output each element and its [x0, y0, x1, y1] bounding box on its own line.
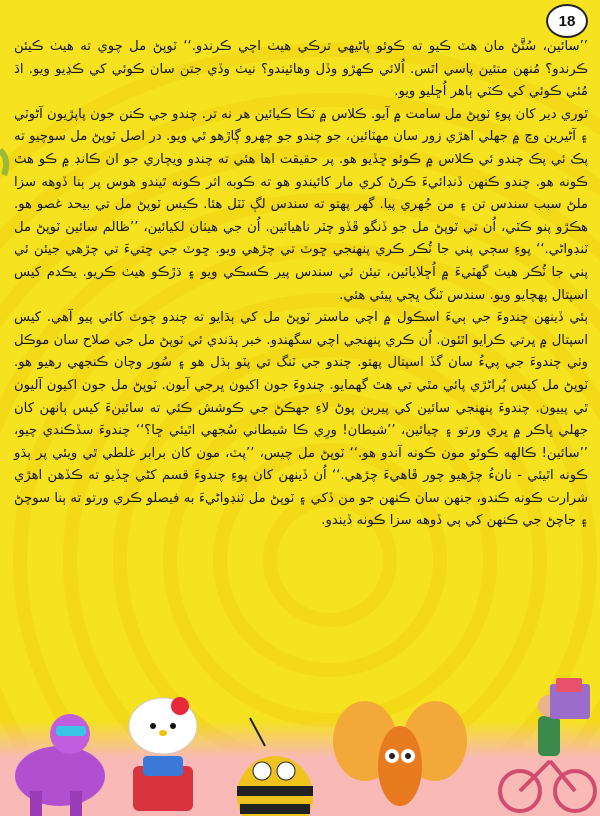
- cyclist-toy-illustration: [490, 676, 600, 816]
- white-cat-toy-illustration: [118, 686, 208, 816]
- butterfly-toy-illustration: [330, 686, 470, 816]
- bee-toy-illustration: [220, 716, 330, 816]
- purple-cow-toy-illustration: [0, 696, 120, 816]
- story-text: [14, 36, 588, 533]
- paragraph-3: ٻئي ڏينهن چندوءَ جي ٻيءَ اسڪول ۾ اچي ماستر ٽوپڻ مل کي ٻڌايو ته چندو چوٽ کائي پيو آهي. کيس اسپتال ۾ ڀرتي ڪرايو اٿئون. اُن ڪري پنهنجي اچي سگهندو. خبر ٻڌندي ئي ٽوپڻ مل جي صلاح سان موڪل وٺي چندوءَ جي پيءُ سان گڏ اسپتال پهتو. چندو جي ٽنگ تي پٽو ٻڌل هو ۽ سُور وچان ڪنجهي رهيو هو. ٽوپڻ مل کيس ٻُراڻڙي پائي مٿي تي هٿ گهمايو. چندوءَ جون اکيون ڀرجي آيون. ٽوپڻ مل جون اکيون آليون ٿي پييون. چندوءَ پنهنجي سائين کي پيرين پوڻ لاءِ جهڪڻ جي ڪوشش ڪئي ته سائينءَ کيس ٻانهن کان جهلي ڀاڪر ۾ ڀري ورتو ۽ چيائين، ’’شيطان! ورِي ڪا شيطاني سُجهي اٿيئي ڇا؟‘‘ چندوءَ سڏڪندي چيو، ’’سائين! ڪالهه ڪوئو مون ڪونه آندو هو.‘‘ ٽوپڻ مل چيس، ’’پٽ، مون کان برابر غلطي ٿي ويئي پر ٻڌو ڪونه اٿيئي - نانءُ چڙهيو چور ڦاهيءَ چڙهي.‘‘ اُن ڏينهن کان پوءِ چندوءَ قسم کڻي ڇڏيو ته ڪڏهن اهڙي شرارت ڪونه ڪندو، جنهن سان ڪنهن جو من ڏکي ۽ ٽوپڻ مل ٽنڊواڻيءَ به فيصلو ڪري ورتو ته ٻنا سوچڻ ۽ جاچڻ جي ڪنهن کي ٻي ڏوهه سزا ڪونه ڏيندو.: [14, 310, 588, 529]
- page-number: 18: [546, 4, 588, 38]
- paragraph-2: ٿوري دير کان پوءِ ٽوپڻ مل سامت ۾ آيو. ڪلاس ۾ ٽڪا ڪيائين هر نه تر. چندو جي ڪنن جون پاپڙيون آڻوٽي ۽ آڻيرين وچ ۾ جهلي اهڙي زور سان مهٽائين، جو چندو جو چهرو ڳاڙهو ٿي ويو. در اصل ٽوپڻ مل سوچيو ته پڪ ئي پڪ چندو ئي ڪلاس ۾ ڪوئو ڇڏيو هو. پر حقيقت اها هئي ته چندو ويچاري جو ان ڪانڊ ۾ ڪو هٿ ڪونه هو. چندو ڪنهن ڏنڊائيءَ ڪرڻ کري مار کائيندو هو ته ڪوبه اثر ڪونه ٿيندو هوس پر ٻنا ڏوهه سزا ملڻ سبب سندس تن ۽ من جُهري پيا. گهر پهتو ته سندس لڳ ٽٽل هئا. ڪيس ٽوپڻ مل تي بيحد غصو هو. هڪڙو پنو ڪٽي، اُن تي ٽوپڻ مل جو ڏنگو ڦڏو چٽر ناهيائين. اُن جي هيٺان لکيائين، ’’ظالم سائين ٽوپڻ مل ٽنڊواڻي.‘‘ پوءِ سڄي پني جا ٽُڪر ڪري پنهنجي ڇوٽ تي چڙهي ويو. ڇوٽ جي ڇتيءَ تي چڙهي جيئن ئي پني جا ٽُڪر هيٺ گهٽيءَ ۾ اُڇلايائين، تيئن ئي سندس پير ڪسڪي ويو ۽ ڌڙڪو هيٺ ڪريو. يڪدم کيس اسپتال پهچايو ويو. سندس ٽنگ ڀڄي پيئي هئي.: [14, 106, 588, 303]
- paragraph-1: ’’سائين، سُتَّڻ مان هٽ ڪيو ته ڪوئو پاڻيھي ترڪي هيٺ اچي ڪرندو.‘‘ ٽوپڻ مل چوي ته هيٺ ڪيئن ڪرندو؟ مُنهن متئين پاسي اٿس. اُلائي ڪهڙو وڏل وهائيندو؟ نيٺ وڏي جتن سان ڪوئي کي ڪڍيو ويو. اڌ مُئي ڪوئي کي ڪٽي ٻاهر اُڇليو ويو.: [14, 39, 588, 100]
